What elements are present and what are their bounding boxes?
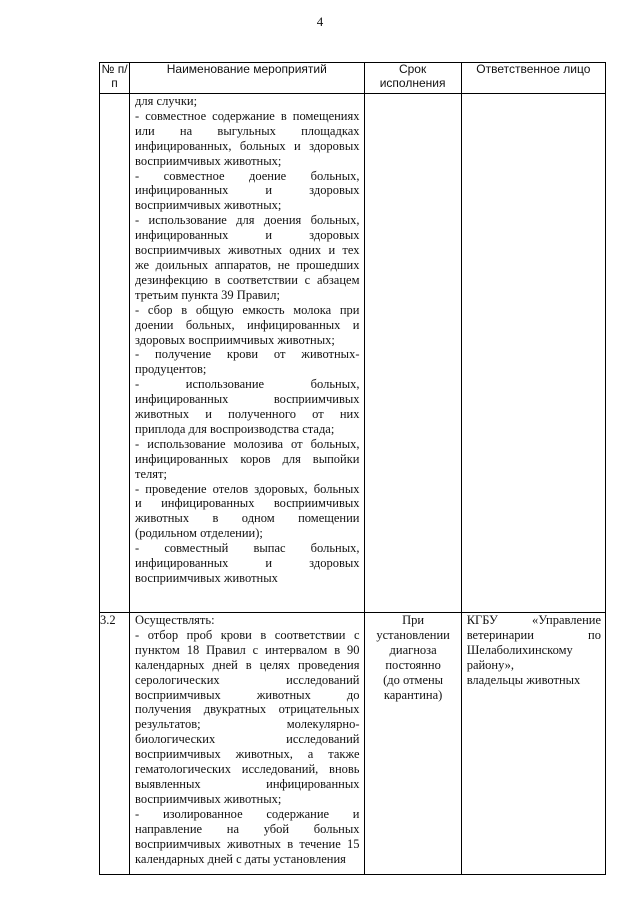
text-line: животных в одном помещении	[135, 511, 360, 526]
text-line: результатов; молекулярно-	[135, 717, 360, 732]
text-line: дезинфекцию в соответствии с абзацем	[135, 272, 360, 287]
text-line: карантина)	[383, 687, 443, 702]
cell-num-empty	[100, 94, 130, 613]
text-line: и инфицированных восприимчивых	[135, 496, 360, 511]
cell-name-continuation	[130, 94, 364, 613]
measure-text	[130, 94, 363, 586]
header-name: Наименование мероприятий	[130, 63, 364, 94]
text-line: - получение крови от животных-	[135, 347, 360, 362]
text-line: восприимчивых животных;	[135, 153, 282, 168]
text-line: При	[402, 613, 425, 627]
header-responsible: Ответственное лицо	[461, 63, 605, 94]
table-row-3-2	[100, 613, 606, 875]
text-line: району»,	[466, 657, 515, 672]
text-line: приплода для воспроизводства стада;	[135, 421, 335, 436]
measure-text	[130, 613, 363, 866]
measures-table	[99, 62, 606, 875]
text-line: - совместное содержание в помещениях	[135, 108, 360, 123]
cell-term-empty	[364, 94, 461, 613]
text-line: выявленных инфицированных	[135, 776, 360, 791]
text-line: инфицированных и здоровых	[135, 183, 360, 198]
text-line: для случки;	[135, 94, 198, 108]
text-line: здоровых восприимчивых животных;	[135, 332, 335, 347]
cell-responsible	[461, 613, 605, 875]
text-line: - сбор в общую емкость молока при	[135, 302, 360, 317]
text-line: Осуществлять:	[135, 613, 215, 627]
text-line: направление на убой больных	[135, 821, 360, 836]
cell-num: 3.2	[100, 613, 130, 875]
text-line: - проведение отелов здоровых, больных	[135, 481, 360, 496]
text-line: - отбор проб крови в соответствии с	[135, 627, 360, 642]
text-line: биологических исследований	[135, 732, 360, 747]
text-line: инфицированных коров для выпойки	[135, 451, 360, 466]
text-line: установлении	[376, 627, 450, 642]
text-line: диагноза	[389, 642, 437, 657]
text-line: - изолированное содержание и	[135, 806, 360, 821]
text-line: постоянно	[385, 657, 441, 672]
text-line: восприимчивых животных, а также	[135, 747, 360, 762]
text-line: календарных дней в целях проведения	[135, 657, 360, 672]
text-line: серологических исследований	[135, 672, 360, 687]
text-line: инфицированных и здоровых	[135, 556, 360, 571]
table-row-continuation	[100, 94, 606, 613]
text-line: инфицированных, больных и здоровых	[135, 138, 360, 153]
text-line: - использование для доения больных,	[135, 213, 360, 228]
text-line: - использование молозива от больных,	[135, 436, 360, 451]
text-line: восприимчивых животных в течение 15	[135, 836, 360, 851]
text-line: (до отмены	[383, 672, 444, 687]
text-line: пунктом 18 Правил с интервалом в 90	[135, 642, 360, 657]
header-term: Срок исполнения	[364, 63, 461, 94]
text-line: животных и полученного от них	[135, 407, 360, 422]
text-line: ветеринарии по	[466, 627, 601, 642]
text-line: гематологических исследований, вновь	[135, 762, 360, 777]
text-line: владельцы животных	[466, 672, 581, 687]
cell-term	[364, 613, 461, 875]
text-line: восприимчивых животных;	[135, 791, 282, 806]
text-line: восприимчивых животных;	[135, 198, 282, 213]
text-line: третьим пункта 39 Правил;	[135, 287, 280, 302]
text-line: инфицированных и здоровых	[135, 228, 360, 243]
cell-name	[130, 613, 364, 875]
text-line: восприимчивых животных одних и тех	[135, 243, 360, 258]
header-num: № п/п	[100, 63, 130, 94]
text-line: телят;	[135, 466, 167, 481]
cell-responsible-empty	[461, 94, 605, 613]
text-line: продуцентов;	[135, 362, 207, 377]
text-line: - совместный выпас больных,	[135, 541, 360, 556]
text-line: или на выгульных площадках	[135, 123, 360, 138]
text-line: - совместное доение больных,	[135, 168, 360, 183]
text-line: КГБУ «Управление	[466, 613, 601, 627]
table-header-row	[100, 63, 606, 94]
text-line: получения двукратных отрицательных	[135, 702, 360, 717]
text-line: восприимчивых животных	[135, 571, 278, 585]
text-line: Шелаболихинскому	[466, 642, 573, 657]
page-number: 4	[316, 14, 324, 29]
text-line: доении больных, инфицированных и	[135, 317, 360, 332]
text-line: (родильном отделении);	[135, 526, 263, 541]
text-line: инфицированных восприимчивых	[135, 392, 360, 407]
text-line: восприимчивых животных до	[135, 687, 360, 702]
responsible-text	[462, 613, 605, 688]
text-line: календарных дней с даты установления	[135, 851, 346, 866]
text-line: же доильных аппаратов, не прошедших	[135, 257, 360, 272]
term-text	[365, 613, 461, 702]
text-line: - использование больных,	[135, 377, 360, 392]
